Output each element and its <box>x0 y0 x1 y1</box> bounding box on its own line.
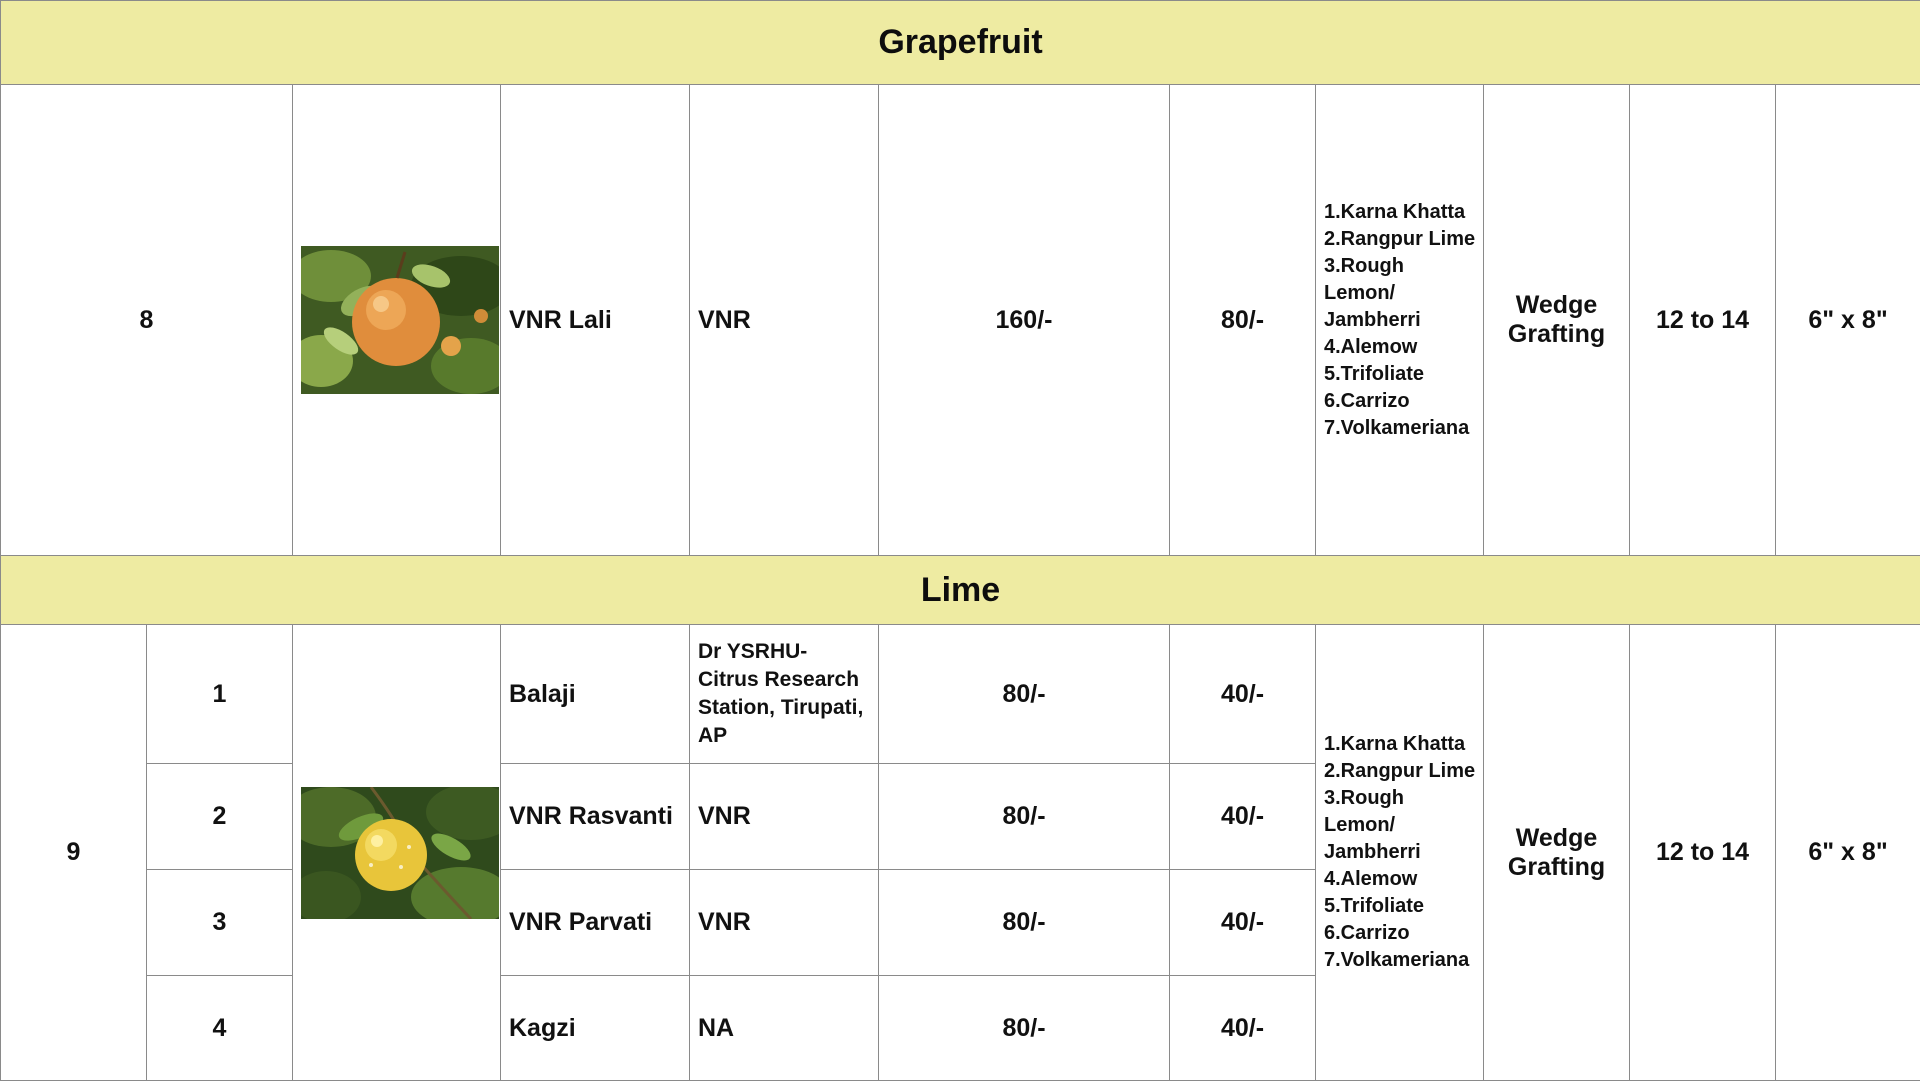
price-secondary: 40/- <box>1170 976 1316 1081</box>
price-secondary: 40/- <box>1170 764 1316 870</box>
rootstock-item: Lemon/ <box>1324 280 1475 307</box>
quantity-range: 12 to 14 <box>1630 85 1776 556</box>
rootstock-list-cell <box>1316 625 1484 1081</box>
section-title-grapefruit: Grapefruit <box>1 1 1920 85</box>
variety-name: VNR Rasvanti <box>501 764 690 870</box>
price-primary: 80/- <box>879 870 1170 976</box>
variety-name: VNR Lali <box>501 85 690 556</box>
rootstock-item: 1.Karna Khatta <box>1324 731 1475 758</box>
lime-photo-icon <box>301 787 499 919</box>
rootstock-item: 2.Rangpur Lime <box>1324 758 1475 785</box>
rootstock-item: 5.Trifoliate <box>1324 361 1475 388</box>
rootstock-item: Jambherri <box>1324 839 1475 866</box>
variety-name: Kagzi <box>501 976 690 1081</box>
rootstock-list-cell <box>1316 85 1484 556</box>
fruit-image-cell <box>293 85 501 556</box>
price-primary: 80/- <box>879 764 1170 870</box>
section-header-row <box>1 556 1920 625</box>
sub-number: 4 <box>147 976 293 1081</box>
source-name: NA <box>690 976 879 1081</box>
serial-number: 9 <box>1 625 147 1081</box>
price-primary: 160/- <box>879 85 1170 556</box>
serial-number: 8 <box>1 85 293 556</box>
grafting-method: Wedge Grafting <box>1484 85 1630 556</box>
rootstock-item: 7.Volkameriana <box>1324 947 1475 974</box>
rootstock-item: 4.Alemow <box>1324 866 1475 893</box>
source-name: VNR <box>690 764 879 870</box>
grapefruit-photo-icon <box>301 246 499 394</box>
sub-number: 1 <box>147 625 293 764</box>
source-name: VNR <box>690 870 879 976</box>
price-primary: 80/- <box>879 976 1170 1081</box>
price-secondary: 80/- <box>1170 85 1316 556</box>
sub-number: 3 <box>147 870 293 976</box>
rootstock-item: 4.Alemow <box>1324 334 1475 361</box>
grafting-method: Wedge Grafting <box>1484 625 1630 1081</box>
table-row <box>1 85 1920 556</box>
rootstock-item: 3.Rough <box>1324 785 1475 812</box>
rootstock-item: 1.Karna Khatta <box>1324 199 1475 226</box>
price-primary: 80/- <box>879 625 1170 764</box>
rootstock-item: 7.Volkameriana <box>1324 415 1475 442</box>
rootstock-list <box>1324 731 1475 974</box>
rootstock-item: Lemon/ <box>1324 812 1475 839</box>
bag-size: 6" x 8" <box>1776 85 1920 556</box>
rootstock-item: 6.Carrizo <box>1324 388 1475 415</box>
variety-name: Balaji <box>501 625 690 764</box>
fruit-image-cell <box>293 625 501 1081</box>
rootstock-item: Jambherri <box>1324 307 1475 334</box>
rootstock-item: 3.Rough <box>1324 253 1475 280</box>
section-header-row <box>1 1 1920 85</box>
section-title-lime: Lime <box>1 556 1920 625</box>
quantity-range: 12 to 14 <box>1630 625 1776 1081</box>
variety-name: VNR Parvati <box>501 870 690 976</box>
table-row <box>1 625 1920 764</box>
sub-number: 2 <box>147 764 293 870</box>
price-secondary: 40/- <box>1170 870 1316 976</box>
rootstock-list <box>1324 199 1475 442</box>
rootstock-item: 2.Rangpur Lime <box>1324 226 1475 253</box>
rootstock-item: 6.Carrizo <box>1324 920 1475 947</box>
bag-size: 6" x 8" <box>1776 625 1920 1081</box>
source-name: Dr YSRHU- Citrus Research Station, Tirupati, AP <box>690 625 879 764</box>
source-name: VNR <box>690 85 879 556</box>
price-secondary: 40/- <box>1170 625 1316 764</box>
rootstock-item: 5.Trifoliate <box>1324 893 1475 920</box>
